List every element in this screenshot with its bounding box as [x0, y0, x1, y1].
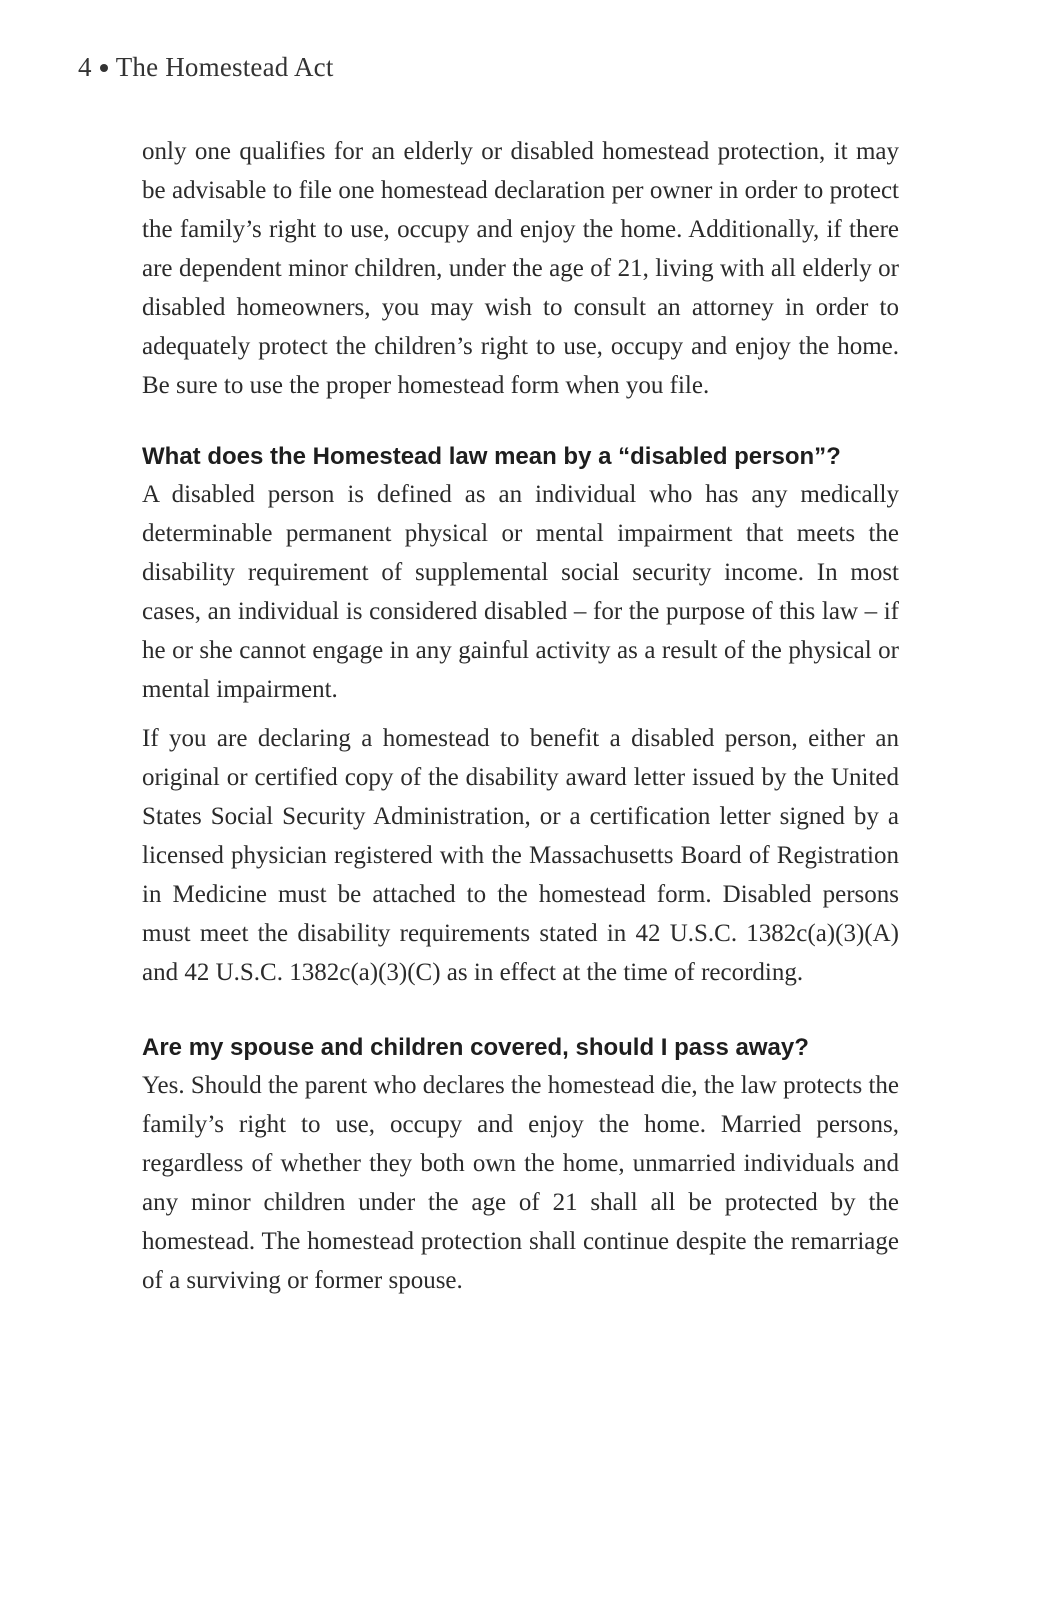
- bullet-separator-icon: [100, 64, 108, 72]
- intro-paragraph: only one qualifies for an elderly or disabled homestead protection, it may be advisable to file one homestead declaration per owner in order to protect the family’s right to use, occupy and enjoy the home. Additionally, if there are dependent minor children, under the age of 21, living with all elderly or disabled homeowners, you may wish to consult an attorney in order to adequately protect the children’s right to use, occupy and enjoy the home. Be sure to use the proper homestead form when you file.: [142, 138, 899, 399]
- section-heading: What does the Homestead law mean by a “disabled person”?: [142, 443, 841, 470]
- section-disabled-person: [142, 441, 899, 992]
- body-paragraph: If you are declaring a homestead to benefit a disabled person, either an original or certified copy of the disability award letter issued by the United States Social Security Administration, or a certification letter signed by a licensed physician registered with the Massachusetts Board of Registration in Medicine must be attached to the homestead form. Disabled persons must meet the disability requirements stated in 42 U.S.C. 1382c(a)(3)(A) and 42 U.S.C. 1382c(a)(3)(C) as in effect at the time of recording.: [142, 725, 899, 986]
- body-paragraph: Yes. Should the parent who declares the homestead die, the law protects the family’s right to use, occupy and enjoy the home. Married persons, regardless of whether they both own the home, unmarried individuals and any minor children under the age of 21 shall all be protected by the homestead. The homestead protection shall continue despite the remarriage of a surviving or former spouse.: [142, 1072, 899, 1294]
- running-header: [78, 52, 334, 83]
- book-title: The Homestead Act: [115, 52, 334, 82]
- section-heading: Are my spouse and children covered, should I pass away?: [142, 1034, 809, 1061]
- page-number: 4: [78, 52, 92, 82]
- section-spouse-children: [142, 1032, 899, 1300]
- body-paragraph: A disabled person is defined as an individual who has any medically determinable permanent physical or mental impairment that meets the disability requirement of supplemental social security income. In most cases, an individual is considered disabled – for the purpose of this law – if he or she cannot engage in any gainful activity as a result of the physical or mental impairment.: [142, 481, 899, 703]
- page-body: [142, 132, 899, 1300]
